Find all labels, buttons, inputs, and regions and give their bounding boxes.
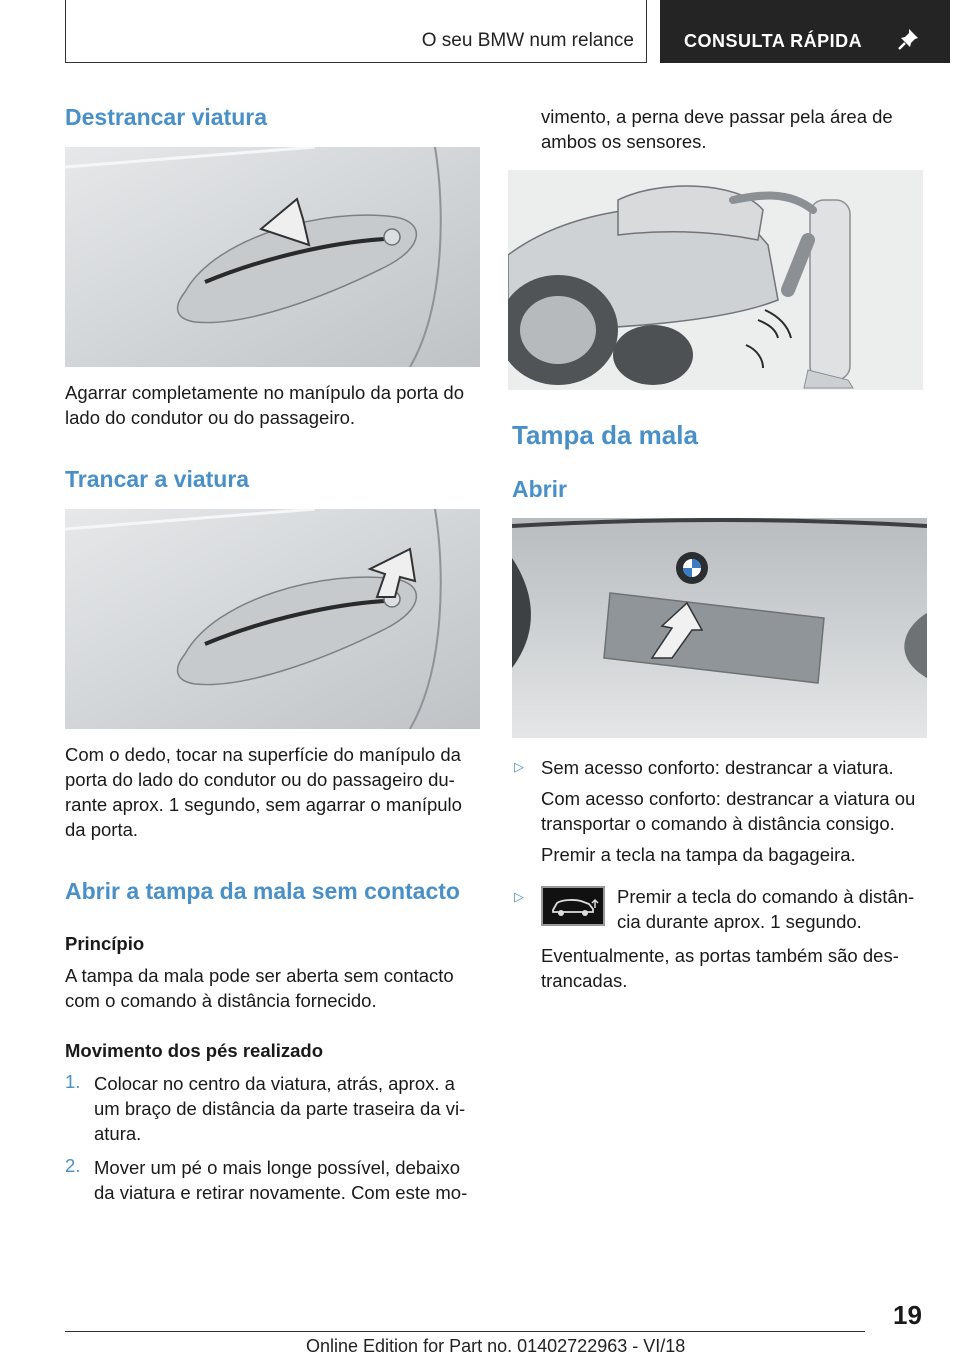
lock-text-line: rante aprox. 1 segundo, sem agarrar o manípulo <box>65 794 462 815</box>
page-number: 19 <box>893 1300 922 1330</box>
trunk-button-figure <box>512 518 927 738</box>
open-subtitle: Abrir <box>512 476 567 502</box>
lock-title: Trancar a viatura <box>65 466 250 492</box>
header-section-title: O seu BMW num relance <box>421 30 634 51</box>
lock-text-line: porta do lado do condutor ou do passageiro du- <box>65 769 455 790</box>
contactless-title: Abrir a tampa da mala sem contacto <box>65 878 460 904</box>
door-handle-touch-figure <box>65 509 480 729</box>
bullet-text-line: cia durante aprox. 1 segundo. <box>617 911 862 932</box>
bullet-text-line: Premir a tecla do comando à distân- <box>617 886 915 907</box>
car-trunk-key-icon <box>541 886 605 926</box>
foot-sensor-figure <box>508 170 923 390</box>
door-handle-grab-figure <box>65 147 480 367</box>
step-text-line: da viatura e retirar novamente. Com este mo- <box>94 1182 468 1203</box>
pin-icon <box>896 26 922 52</box>
step-number: 1. <box>65 1071 81 1092</box>
principle-heading: Princípio <box>65 933 145 954</box>
bullet-text-line: transportar o comando à distância consigo. <box>541 813 895 834</box>
bullet-text-line: Com acesso conforto: destrancar a viatura ou <box>541 788 916 809</box>
footer-divider <box>65 1331 865 1332</box>
lock-text-line: Com o dedo, tocar na superfície do manípulo da <box>65 744 461 765</box>
header-tab-label: CONSULTA RÁPIDA <box>684 31 863 51</box>
step-text-line: Mover um pé o mais longe possível, debaixo <box>94 1157 461 1178</box>
lock-text-line: da porta. <box>65 819 139 840</box>
principle-text-line: com o comando à distância fornecido. <box>65 990 377 1011</box>
unlock-text-line: Agarrar completamente no manípulo da porta do <box>65 382 465 403</box>
step-text-line: Colocar no centro da viatura, atrás, aprox. a <box>94 1073 455 1094</box>
step-text-line: atura. <box>94 1123 142 1144</box>
header-tab[interactable] <box>660 0 950 63</box>
unlock-title: Destrancar viatura <box>65 104 267 130</box>
bullet-text-line: Premir a tecla na tampa da bagageira. <box>541 844 856 865</box>
step-number: 2. <box>65 1155 81 1176</box>
principle-text-line: A tampa da mala pode ser aberta sem contacto <box>65 965 454 986</box>
movement-heading: Movimento dos pés realizado <box>65 1040 324 1061</box>
footer-edition: Online Edition for Part no. 01402722963 - VI/18 <box>306 1336 686 1356</box>
bullet-marker: ▷ <box>514 889 524 904</box>
bullet-text-line: Sem acesso conforto: destrancar a viatura. <box>541 757 894 778</box>
unlock-text-line: lado do condutor ou do passageiro. <box>65 407 356 428</box>
step-text-line: um braço de distância da parte traseira da vi- <box>94 1098 466 1119</box>
trunk-title: Tampa da mala <box>512 420 698 450</box>
cont-text-line: vimento, a perna deve passar pela área de <box>541 106 893 127</box>
bullet-text-line: trancadas. <box>541 970 628 991</box>
cont-text-line: ambos os sensores. <box>541 131 707 152</box>
bullet-marker: ▷ <box>514 759 524 774</box>
bullet-text-line: Eventualmente, as portas também são des- <box>541 945 899 966</box>
header-section <box>65 0 647 63</box>
